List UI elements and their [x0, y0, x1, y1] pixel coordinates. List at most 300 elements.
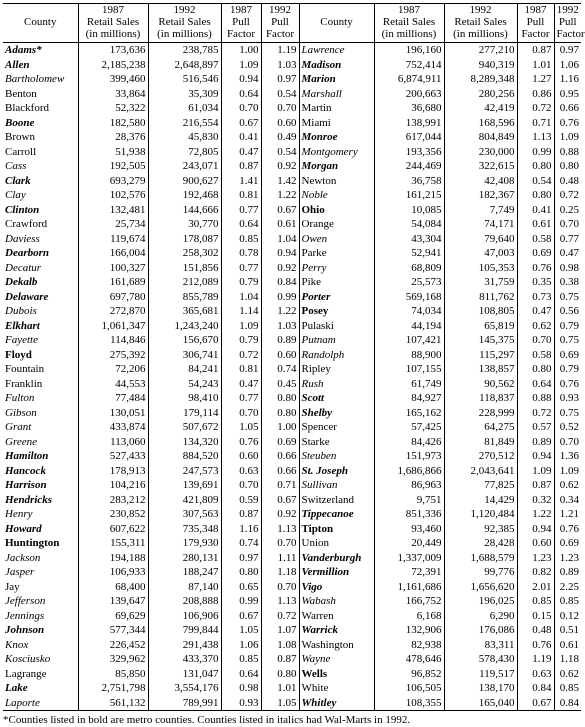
county-name: Randolph — [299, 348, 374, 363]
county-name: Harrison — [5, 479, 47, 491]
sales-1992-cell: 507,672 — [148, 420, 221, 435]
county-name: Blackford — [5, 102, 49, 114]
table-body — [3, 43, 581, 711]
pull-1987-cell: 0.94 — [221, 72, 261, 87]
table-row — [3, 580, 581, 595]
sales-1987-cell: 6,874,911 — [374, 72, 444, 87]
sales-1992-cell: 31,759 — [444, 275, 517, 290]
pull-1992-header-left: 1992 Pull Factor — [261, 4, 299, 43]
pull-1987-cell: 0.80 — [517, 362, 554, 377]
pull-1987-cell: 0.78 — [221, 246, 261, 261]
sales-1992-cell: 77,825 — [444, 478, 517, 493]
county-header-right: County — [299, 4, 374, 43]
sales-1992-cell: 578,430 — [444, 652, 517, 667]
county-name: Kosciusko — [5, 653, 51, 665]
pull-1987-cell: 1.13 — [517, 130, 554, 145]
table-row — [3, 87, 581, 102]
pull-1987-cell: 0.94 — [517, 522, 554, 537]
sales-1992-cell: 6,290 — [444, 609, 517, 624]
sales-1987-cell: 283,212 — [78, 493, 148, 508]
county-name: Ohio — [299, 203, 374, 218]
sales-1992-cell: 168,596 — [444, 116, 517, 131]
pull-1992-cell: 1.19 — [261, 43, 299, 58]
sales-1987-cell: 2,751,798 — [78, 681, 148, 696]
county-name: Starke — [299, 435, 374, 450]
pull-1992-cell: 0.67 — [261, 203, 299, 218]
county-name: Cass — [5, 160, 27, 172]
sales-1992-cell: 2,648,897 — [148, 58, 221, 73]
county-name: Howard — [5, 522, 42, 535]
pull-1987-cell: 0.87 — [221, 159, 261, 174]
sales-1992-cell: 365,681 — [148, 304, 221, 319]
sales-1992-cell: 900,627 — [148, 174, 221, 189]
county-name: Lagrange — [5, 667, 47, 680]
sales-1992-cell: 238,785 — [148, 43, 221, 58]
sales-1992-cell: 216,554 — [148, 116, 221, 131]
table-row — [3, 435, 581, 450]
sales-1992-cell: 1,656,620 — [444, 580, 517, 595]
pull-1992-cell: 0.34 — [554, 493, 581, 508]
sales-1987-cell: 28,376 — [78, 130, 148, 145]
county-name: Clay — [5, 189, 26, 201]
pull-1987-cell: 0.59 — [221, 493, 261, 508]
table-row — [3, 594, 581, 609]
pull-1987-cell: 1.27 — [517, 72, 554, 87]
pull-1987-cell: 1.14 — [221, 304, 261, 319]
sales-1987-cell: 182,580 — [78, 116, 148, 131]
county-name: Tipton — [299, 522, 374, 537]
pull-1992-cell: 0.77 — [554, 232, 581, 247]
sales-1992-cell: 735,348 — [148, 522, 221, 537]
pull-1987-header-left: 1987 Pull Factor — [221, 4, 261, 43]
sales-1987-cell: 132,906 — [374, 623, 444, 638]
pull-1992-cell: 0.67 — [261, 493, 299, 508]
sales-1992-cell: 182,367 — [444, 188, 517, 203]
pull-1992-cell: 1.04 — [261, 232, 299, 247]
sales-1992-cell: 106,906 — [148, 609, 221, 624]
county-name: Marion — [299, 72, 374, 87]
pull-1992-cell: 0.52 — [554, 420, 581, 435]
sales-1987-cell: 88,900 — [374, 348, 444, 363]
sales-1992-cell: 884,520 — [148, 449, 221, 464]
pull-1987-cell: 1.05 — [221, 623, 261, 638]
pull-1992-cell: 0.25 — [554, 203, 581, 218]
table-row — [3, 232, 581, 247]
table-row — [3, 391, 581, 406]
sales-1987-cell: 96,852 — [374, 667, 444, 682]
county-name: Noble — [299, 188, 374, 203]
pull-1992-cell: 0.80 — [261, 667, 299, 682]
county-name: Dekalb — [5, 276, 38, 288]
table-row — [3, 464, 581, 479]
county-name: Gibson — [5, 406, 37, 419]
pull-1987-cell: 1.00 — [221, 43, 261, 58]
sales-1992-cell: 99,776 — [444, 565, 517, 580]
pull-1987-cell: 0.63 — [221, 464, 261, 479]
pull-1992-cell: 1.03 — [261, 319, 299, 334]
county-name: Elkhart — [5, 319, 40, 332]
pull-1987-cell: 0.85 — [221, 232, 261, 247]
pull-1992-cell: 0.71 — [261, 478, 299, 493]
pull-1987-cell: 1.06 — [221, 638, 261, 653]
sales-1987-cell: 752,414 — [374, 58, 444, 73]
sales-1987-cell: 104,216 — [78, 478, 148, 493]
pull-1987-cell: 1.23 — [517, 551, 554, 566]
sales-1987-cell: 478,646 — [374, 652, 444, 667]
pull-1987-cell: 0.87 — [221, 507, 261, 522]
county-name: Scott — [299, 391, 374, 406]
sales-1992-cell: 804,849 — [444, 130, 517, 145]
pull-1992-cell: 0.74 — [261, 362, 299, 377]
table-row — [3, 145, 581, 160]
pull-1987-cell: 0.63 — [517, 667, 554, 682]
sales-1987-cell: 173,636 — [78, 43, 148, 58]
county-name: Lake — [5, 682, 28, 694]
sales-1992-cell: 83,311 — [444, 638, 517, 653]
county-name: Brown — [5, 131, 35, 143]
table-row — [3, 565, 581, 580]
county-name: Wabash — [299, 594, 374, 609]
sales-1987-cell: 165,162 — [374, 406, 444, 421]
sales-1987-cell: 100,327 — [78, 261, 148, 276]
pull-1987-cell: 0.97 — [221, 551, 261, 566]
pull-1992-cell: 1.23 — [554, 551, 581, 566]
sales-1992-header-left: 1992 Retail Sales (in millions) — [148, 4, 221, 43]
county-name: Delaware — [5, 290, 49, 303]
sales-1987-cell: 77,484 — [78, 391, 148, 406]
pull-1992-cell: 0.87 — [261, 652, 299, 667]
county-name: Jennings — [5, 609, 45, 622]
table-row — [3, 246, 581, 261]
county-name: Whitley — [299, 696, 374, 711]
pull-1992-cell: 1.42 — [261, 174, 299, 189]
table-row — [3, 261, 581, 276]
footnote: *Counties listed in bold are metro counties. Counties listed in italics had Wal-Marts in 1992. — [3, 714, 411, 726]
sales-1992-cell: 30,770 — [148, 217, 221, 232]
sales-1992-cell: 258,302 — [148, 246, 221, 261]
county-name: Washington — [299, 638, 374, 653]
county-name: Greene — [5, 435, 37, 448]
county-name: Putnam — [299, 333, 374, 348]
sales-1987-cell: 106,933 — [78, 565, 148, 580]
sales-1992-cell: 280,256 — [444, 87, 517, 102]
pull-1987-cell: 0.64 — [517, 377, 554, 392]
sales-1987-cell: 178,913 — [78, 464, 148, 479]
sales-1987-cell: 200,663 — [374, 87, 444, 102]
sales-1987-cell: 10,085 — [374, 203, 444, 218]
pull-1987-cell: 0.79 — [221, 333, 261, 348]
sales-1992-cell: 45,830 — [148, 130, 221, 145]
pull-1992-cell: 0.45 — [261, 377, 299, 392]
sales-1992-cell: 322,615 — [444, 159, 517, 174]
county-name: Warren — [299, 609, 374, 624]
pull-1987-cell: 0.70 — [221, 478, 261, 493]
sales-1992-header-right: 1992 Retail Sales (in millions) — [444, 4, 517, 43]
sales-1992-cell: 7,749 — [444, 203, 517, 218]
pull-1992-cell: 0.72 — [554, 188, 581, 203]
county-name: Benton — [5, 87, 37, 100]
table-row — [3, 536, 581, 551]
sales-1987-cell: 43,304 — [374, 232, 444, 247]
sales-1987-cell: 25,573 — [374, 275, 444, 290]
pull-1992-cell: 1.00 — [261, 420, 299, 435]
sales-1992-cell: 139,691 — [148, 478, 221, 493]
sales-1992-cell: 277,210 — [444, 43, 517, 58]
pull-1992-cell: 0.97 — [261, 72, 299, 87]
pull-1992-cell: 0.92 — [261, 507, 299, 522]
pull-1992-cell: 0.38 — [554, 275, 581, 290]
sales-1987-cell: 72,206 — [78, 362, 148, 377]
sales-1987-cell: 577,344 — [78, 623, 148, 638]
sales-1992-cell: 243,071 — [148, 159, 221, 174]
pull-1987-cell: 0.81 — [221, 188, 261, 203]
sales-1987-cell: 9,751 — [374, 493, 444, 508]
sales-1987-cell: 192,505 — [78, 159, 148, 174]
pull-1992-cell: 0.97 — [554, 43, 581, 58]
pull-1987-cell: 0.70 — [221, 406, 261, 421]
table-row — [3, 696, 581, 711]
table-row — [3, 449, 581, 464]
pull-1992-cell: 0.76 — [554, 377, 581, 392]
county-name: Pulaski — [299, 319, 374, 334]
pull-1987-cell: 0.98 — [221, 681, 261, 696]
pull-1992-cell: 1.07 — [261, 623, 299, 638]
pull-1987-cell: 0.80 — [517, 159, 554, 174]
sales-1987-cell: 1,337,009 — [374, 551, 444, 566]
pull-1987-cell: 0.76 — [517, 638, 554, 653]
pull-1992-cell: 0.95 — [554, 87, 581, 102]
sales-1992-cell: 196,025 — [444, 594, 517, 609]
sales-1987-cell: 166,004 — [78, 246, 148, 261]
sales-1987-cell: 161,215 — [374, 188, 444, 203]
sales-1987-cell: 51,938 — [78, 145, 148, 160]
pull-1987-cell: 0.74 — [221, 536, 261, 551]
table-row — [3, 275, 581, 290]
table-row — [3, 667, 581, 682]
table-row — [3, 348, 581, 363]
sales-1987-cell: 68,809 — [374, 261, 444, 276]
pull-1987-cell: 0.88 — [517, 391, 554, 406]
sales-1992-cell: 421,809 — [148, 493, 221, 508]
table-row — [3, 72, 581, 87]
county-name: Jay — [5, 580, 20, 593]
sales-1992-cell: 54,243 — [148, 377, 221, 392]
county-name: Vermillion — [299, 565, 374, 580]
pull-1992-cell: 0.85 — [554, 594, 581, 609]
pull-1987-cell: 0.48 — [517, 623, 554, 638]
pull-1992-cell: 1.22 — [261, 188, 299, 203]
pull-1987-cell: 0.57 — [517, 420, 554, 435]
sales-1987-cell: 54,084 — [374, 217, 444, 232]
sales-1987-cell: 2,185,238 — [78, 58, 148, 73]
pull-1987-cell: 0.93 — [221, 696, 261, 711]
county-name: Henry — [5, 508, 33, 520]
county-name: Orange — [299, 217, 374, 232]
sales-1992-cell: 516,546 — [148, 72, 221, 87]
pull-1987-cell: 0.60 — [517, 536, 554, 551]
sales-1992-cell: 14,429 — [444, 493, 517, 508]
pull-1987-cell: 0.85 — [221, 652, 261, 667]
pull-1987-cell: 1.22 — [517, 507, 554, 522]
pull-1987-cell: 0.72 — [517, 406, 554, 421]
sales-1987-cell: 1,161,686 — [374, 580, 444, 595]
sales-1992-cell: 188,247 — [148, 565, 221, 580]
sales-1992-cell: 2,043,641 — [444, 464, 517, 479]
sales-1992-cell: 433,370 — [148, 652, 221, 667]
sales-1992-cell: 270,512 — [444, 449, 517, 464]
sales-1987-cell: 113,060 — [78, 435, 148, 450]
sales-1987-cell: 155,311 — [78, 536, 148, 551]
pull-1992-cell: 1.18 — [554, 652, 581, 667]
table-row — [3, 58, 581, 73]
pull-1987-cell: 0.77 — [221, 391, 261, 406]
sales-1987-cell: 25,734 — [78, 217, 148, 232]
sales-1992-cell: 8,289,348 — [444, 72, 517, 87]
county-name: Monroe — [299, 130, 374, 145]
sales-1987-cell: 57,425 — [374, 420, 444, 435]
sales-1987-cell: 108,355 — [374, 696, 444, 711]
pull-1992-cell: 0.79 — [554, 319, 581, 334]
sales-1987-header-left: 1987 Retail Sales (in millions) — [78, 4, 148, 43]
sales-1992-cell: 74,171 — [444, 217, 517, 232]
pull-1987-cell: 1.05 — [221, 420, 261, 435]
table-row — [3, 159, 581, 174]
pull-1987-cell: 0.54 — [517, 174, 554, 189]
table-row — [3, 609, 581, 624]
pull-1987-cell: 0.15 — [517, 609, 554, 624]
pull-1992-cell: 0.84 — [261, 275, 299, 290]
table-row — [3, 188, 581, 203]
county-name: Pike — [299, 275, 374, 290]
sales-1987-cell: 85,850 — [78, 667, 148, 682]
sales-1987-cell: 272,870 — [78, 304, 148, 319]
pull-1987-cell: 0.87 — [517, 43, 554, 58]
county-name: Jefferson — [5, 595, 46, 607]
sales-1987-cell: 52,322 — [78, 101, 148, 116]
county-name: Martin — [299, 101, 374, 116]
sales-1987-cell: 329,962 — [78, 652, 148, 667]
pull-1992-cell: 0.51 — [554, 623, 581, 638]
table-row — [3, 333, 581, 348]
county-name: Porter — [299, 290, 374, 305]
county-name: Perry — [299, 261, 374, 276]
sales-1992-cell: 105,353 — [444, 261, 517, 276]
sales-1992-cell: 119,517 — [444, 667, 517, 682]
pull-1992-cell: 0.85 — [554, 681, 581, 696]
sales-1987-cell: 114,846 — [78, 333, 148, 348]
sales-1992-cell: 108,805 — [444, 304, 517, 319]
pull-1987-cell: 0.47 — [221, 377, 261, 392]
county-name: Jackson — [5, 551, 41, 564]
sales-1987-cell: 230,852 — [78, 507, 148, 522]
county-name: Boone — [5, 116, 35, 129]
pull-1992-cell: 0.49 — [261, 130, 299, 145]
county-name: Owen — [299, 232, 374, 247]
county-name: Fayette — [5, 334, 38, 346]
county-name: Hendricks — [5, 493, 53, 506]
retail-sales-table — [3, 3, 585, 711]
pull-1992-cell: 1.06 — [554, 58, 581, 73]
table-row — [3, 551, 581, 566]
sales-1992-cell: 84,241 — [148, 362, 221, 377]
pull-1992-cell: 0.80 — [261, 391, 299, 406]
pull-1987-cell: 0.47 — [517, 304, 554, 319]
county-name: Morgan — [299, 159, 374, 174]
pull-1987-cell: 0.61 — [517, 217, 554, 232]
pull-1987-cell: 0.62 — [517, 319, 554, 334]
sales-1987-cell: 569,168 — [374, 290, 444, 305]
pull-1987-cell: 1.09 — [221, 58, 261, 73]
pull-1992-cell: 1.22 — [261, 304, 299, 319]
pull-1992-cell: 0.72 — [261, 609, 299, 624]
pull-1992-cell: 0.66 — [261, 464, 299, 479]
sales-1987-cell: 194,188 — [78, 551, 148, 566]
pull-1992-cell: 0.66 — [554, 101, 581, 116]
county-name: Posey — [299, 304, 374, 319]
county-name: Jasper — [5, 566, 35, 578]
table-row — [3, 174, 581, 189]
pull-1987-cell: 0.67 — [221, 609, 261, 624]
pull-1987-cell: 0.73 — [517, 290, 554, 305]
pull-1987-cell: 0.58 — [517, 348, 554, 363]
sales-1987-cell: 1,686,866 — [374, 464, 444, 479]
county-header-left: County — [3, 4, 78, 43]
sales-1987-cell: 93,460 — [374, 522, 444, 537]
pull-1987-cell: 1.19 — [517, 652, 554, 667]
pull-1992-cell: 0.62 — [554, 667, 581, 682]
table-row — [3, 522, 581, 537]
pull-1987-cell: 1.09 — [221, 319, 261, 334]
county-name: Floyd — [5, 348, 32, 361]
table-row — [3, 217, 581, 232]
pull-1992-cell: 0.70 — [554, 435, 581, 450]
sales-1987-cell: 151,973 — [374, 449, 444, 464]
pull-1992-cell: 1.16 — [554, 72, 581, 87]
sales-1987-cell: 74,034 — [374, 304, 444, 319]
sales-1992-cell: 940,319 — [444, 58, 517, 73]
sales-1987-cell: 697,780 — [78, 290, 148, 305]
table-row — [3, 507, 581, 522]
pull-1992-cell: 0.60 — [261, 116, 299, 131]
sales-1987-cell: 527,433 — [78, 449, 148, 464]
table-row — [3, 652, 581, 667]
sales-1992-cell: 280,131 — [148, 551, 221, 566]
pull-1992-cell: 1.09 — [554, 464, 581, 479]
county-name: Grant — [5, 421, 32, 433]
pull-1987-cell: 0.81 — [221, 362, 261, 377]
county-name: Rush — [299, 377, 374, 392]
pull-1987-cell: 0.82 — [517, 565, 554, 580]
sales-1987-cell: 139,647 — [78, 594, 148, 609]
county-name: Ripley — [299, 362, 374, 377]
county-name: White — [299, 681, 374, 696]
sales-1987-cell: 68,400 — [78, 580, 148, 595]
sales-1987-cell: 693,279 — [78, 174, 148, 189]
sales-1992-cell: 799,844 — [148, 623, 221, 638]
sales-1992-cell: 115,297 — [444, 348, 517, 363]
county-name: Bartholomew — [5, 73, 65, 85]
sales-1992-cell: 179,930 — [148, 536, 221, 551]
sales-1992-cell: 156,670 — [148, 333, 221, 348]
sales-1987-cell: 44,194 — [374, 319, 444, 334]
sales-1987-cell: 6,168 — [374, 609, 444, 624]
pull-1992-cell: 2.25 — [554, 580, 581, 595]
sales-1987-cell: 106,505 — [374, 681, 444, 696]
table-header — [3, 4, 585, 43]
sales-1987-cell: 561,132 — [78, 696, 148, 711]
sales-1992-cell: 855,789 — [148, 290, 221, 305]
county-name: Miami — [299, 116, 374, 131]
